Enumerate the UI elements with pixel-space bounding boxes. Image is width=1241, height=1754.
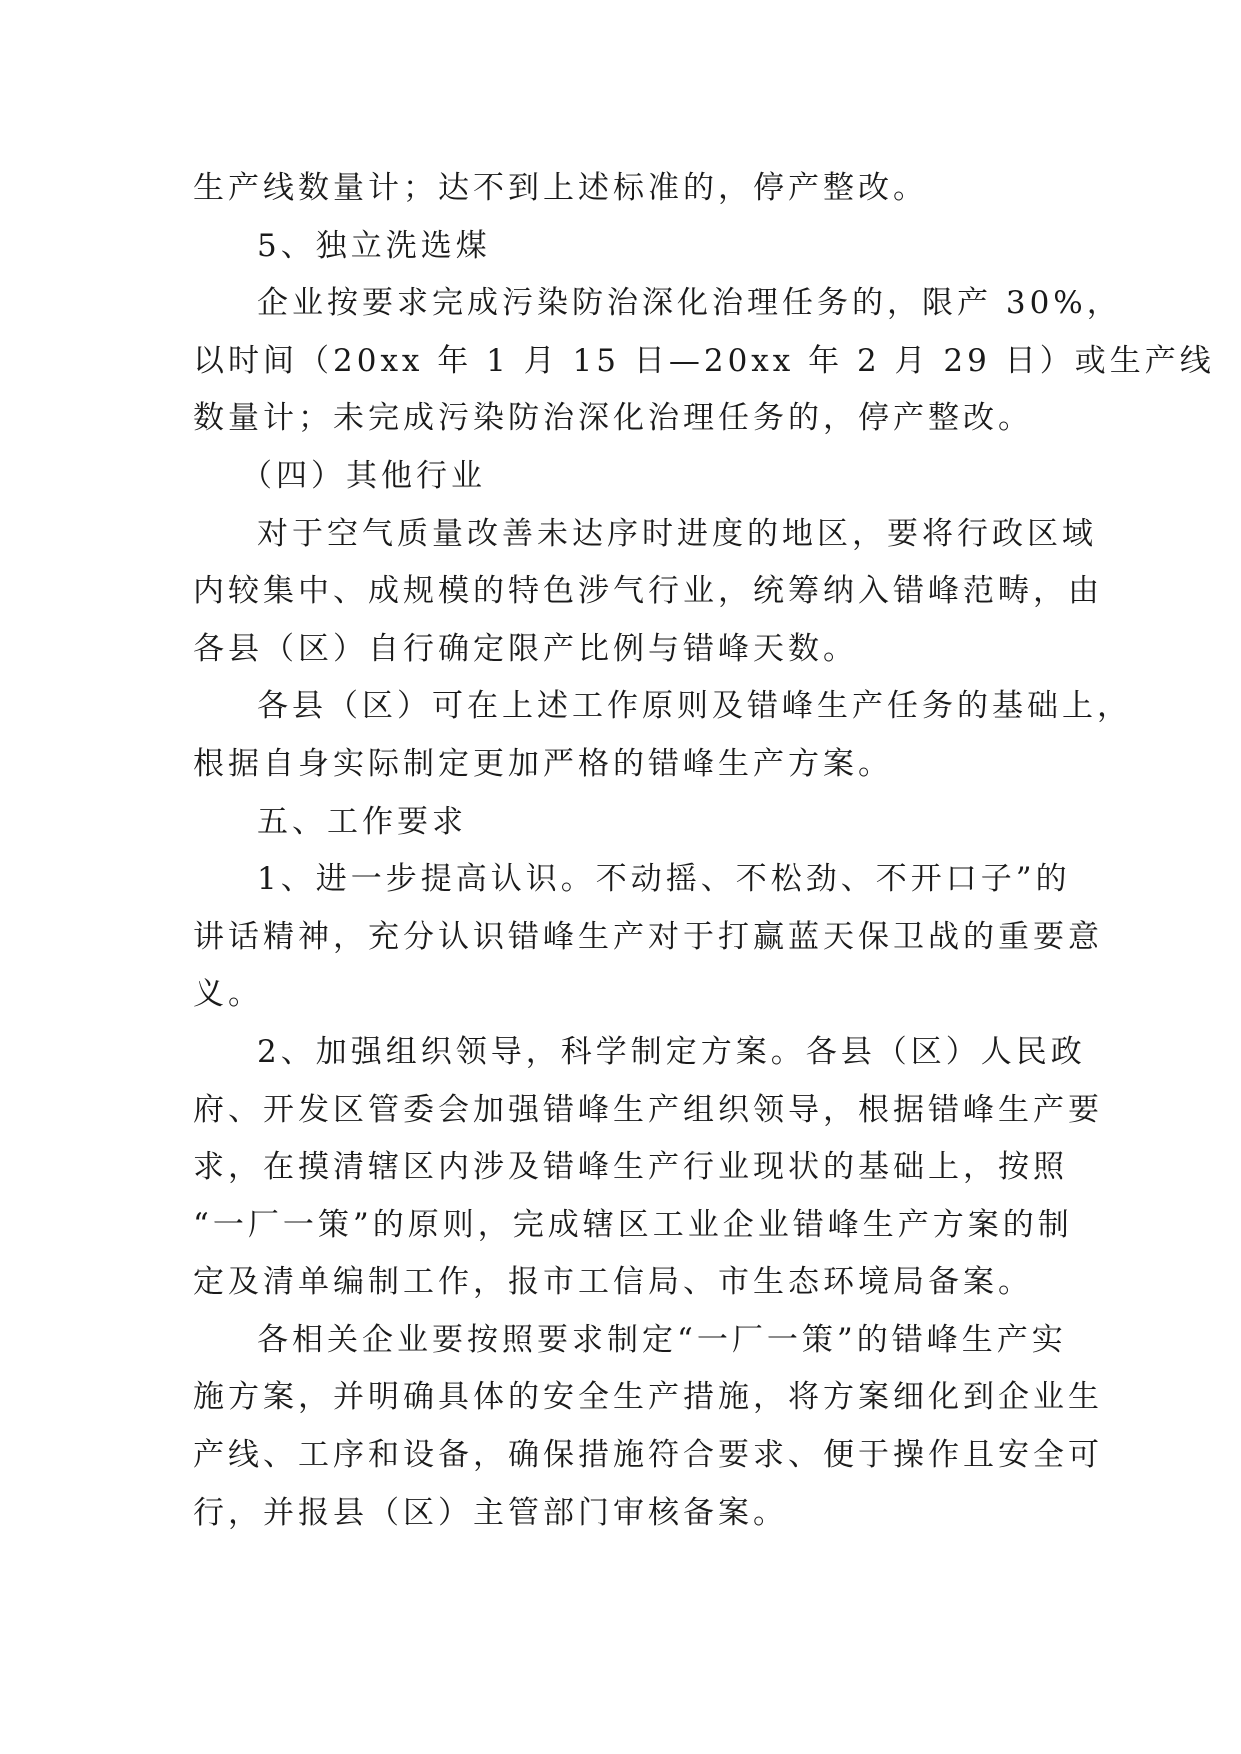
body-line: 求，在摸清辖区内涉及错峰生产行业现状的基础上，按照 xyxy=(193,1149,1068,1186)
body-line: 各县（区）可在上述工作原则及错峰生产任务的基础上， xyxy=(257,688,1132,725)
body-line: 对于空气质量改善未达序时进度的地区，要将行政区域 xyxy=(257,515,1097,552)
body-line: 数量计；未完成污染防治深化治理任务的，停产整改。 xyxy=(193,400,1033,437)
body-line: 讲话精神，充分认识错峰生产对于打赢蓝天保卫战的重要意 xyxy=(193,918,1103,955)
body-line: 义。 xyxy=(193,976,263,1013)
body-line: 1、进一步提高认识。不动摇、不松劲、不开口子”的 xyxy=(257,861,1071,898)
body-line: 内较集中、成规模的特色涉气行业，统筹纳入错峰范畴，由 xyxy=(193,573,1103,610)
body-line: 根据自身实际制定更加严格的错峰生产方案。 xyxy=(193,745,893,782)
body-line: “一厂一策”的原则，完成辖区工业企业错峰生产方案的制 xyxy=(193,1206,1073,1243)
body-line: 定及清单编制工作，报市工信局、市生态环境局备案。 xyxy=(193,1264,1033,1301)
body-line: 2、加强组织领导，科学制定方案。各县（区）人民政 xyxy=(257,1033,1086,1070)
body-line: 企业按要求完成污染防治深化治理任务的，限产 30%， xyxy=(257,285,1122,322)
document-body xyxy=(193,160,1215,1542)
body-line: 各县（区）自行确定限产比例与错峰天数。 xyxy=(193,630,858,667)
section-heading: （四）其他行业 xyxy=(241,457,486,494)
body-line: 行，并报县（区）主管部门审核备案。 xyxy=(193,1494,788,1531)
body-line: 施方案，并明确具体的安全生产措施，将方案细化到企业生 xyxy=(193,1379,1103,1416)
body-line: 生产线数量计；达不到上述标准的，停产整改。 xyxy=(193,170,928,206)
body-line: 各相关企业要按照要求制定“一厂一策”的错峰生产实 xyxy=(257,1321,1067,1358)
section-heading: 五、工作要求 xyxy=(257,803,467,840)
body-line: 产线、工序和设备，确保措施符合要求、便于操作且安全可 xyxy=(193,1437,1103,1474)
body-line: 府、开发区管委会加强错峰生产组织领导，根据错峰生产要 xyxy=(193,1091,1103,1128)
subsection-heading: 5、独立洗选煤 xyxy=(257,227,491,264)
body-line: 以时间（20xx 年 1 月 15 日—20xx 年 2 月 29 日）或生产线 xyxy=(193,342,1215,379)
